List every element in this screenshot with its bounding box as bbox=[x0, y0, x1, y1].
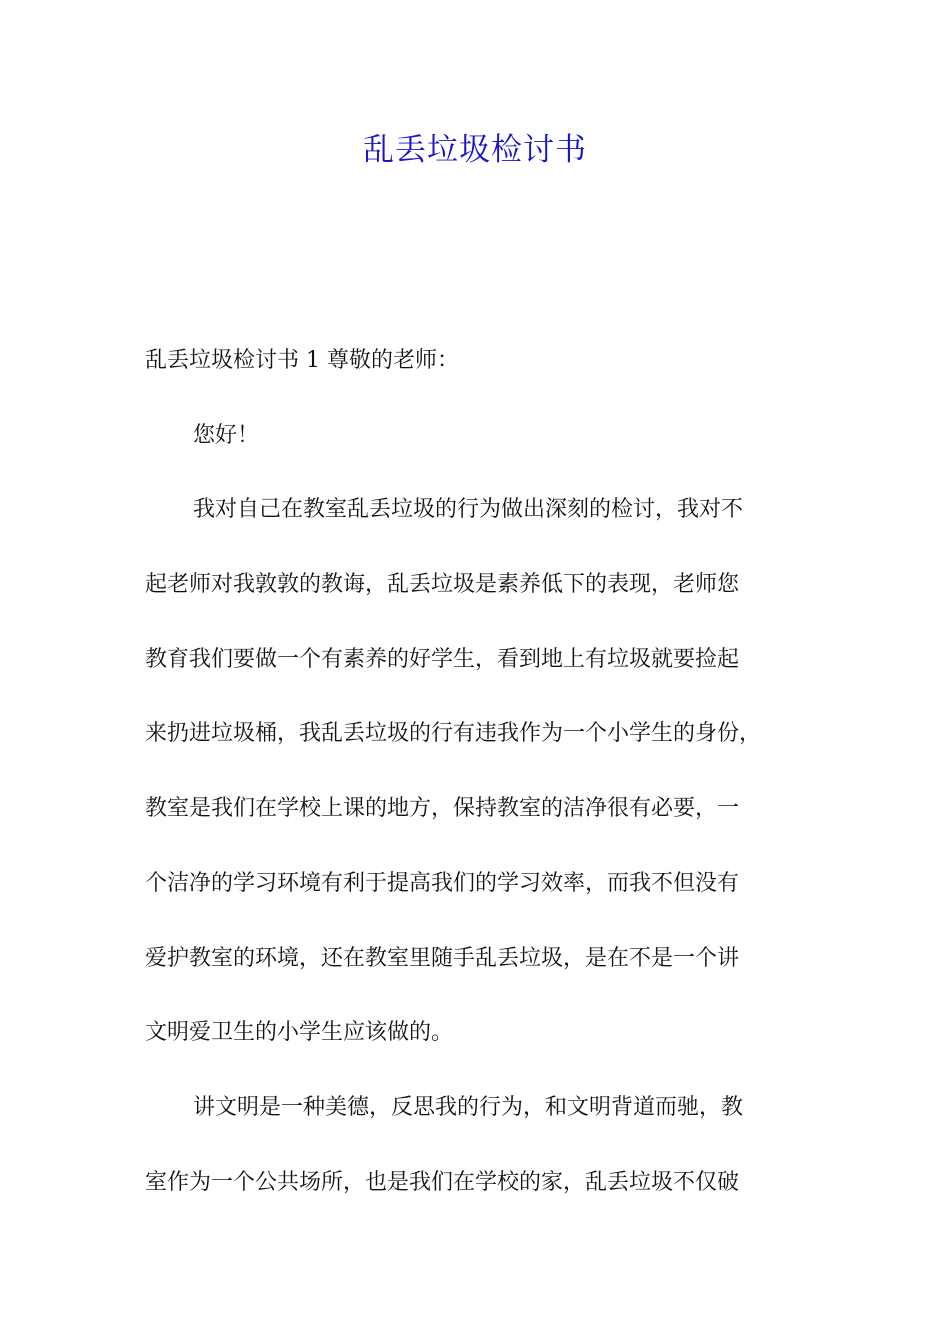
document-title: 乱丢垃圾检讨书 bbox=[363, 132, 587, 168]
salutation-line: 乱丢垃圾检讨书 1 尊敬的老师： bbox=[145, 348, 459, 373]
paragraph-line: 我对自己在教室乱丢垃圾的行为做出深刻的检讨，我对不 bbox=[193, 497, 744, 523]
paragraph-line: 文明爱卫生的小学生应该做的。 bbox=[145, 1020, 454, 1046]
paragraph-line: 爱护教室的环境，还在教室里随手乱丢垃圾，是在不是一个讲 bbox=[145, 945, 740, 971]
paragraph-line: 教育我们要做一个有素养的好学生，看到地上有垃圾就要捡起 bbox=[145, 646, 740, 672]
document-body bbox=[145, 336, 825, 1232]
paragraph-line: 讲文明是一种美德，反思我的行为，和文明背道而驰，教 bbox=[193, 1094, 744, 1120]
paragraph-line: 室作为一个公共场所，也是我们在学校的家，乱丢垃圾不仅破 bbox=[145, 1169, 740, 1195]
greeting-line: 您好！ bbox=[193, 422, 260, 448]
paragraph-line: 教室是我们在学校上课的地方，保持教室的洁净很有必要，一 bbox=[145, 796, 740, 822]
paragraph-line: 个洁净的学习环境有利于提高我们的学习效率，而我不但没有 bbox=[145, 870, 740, 896]
paragraph-line: 来扔进垃圾桶，我乱丢垃圾的行有违我作为一个小学生的身份， bbox=[145, 721, 762, 747]
paragraph-line: 起老师对我敦敦的教诲，乱丢垃圾是素养低下的表现，老师您 bbox=[145, 572, 740, 598]
